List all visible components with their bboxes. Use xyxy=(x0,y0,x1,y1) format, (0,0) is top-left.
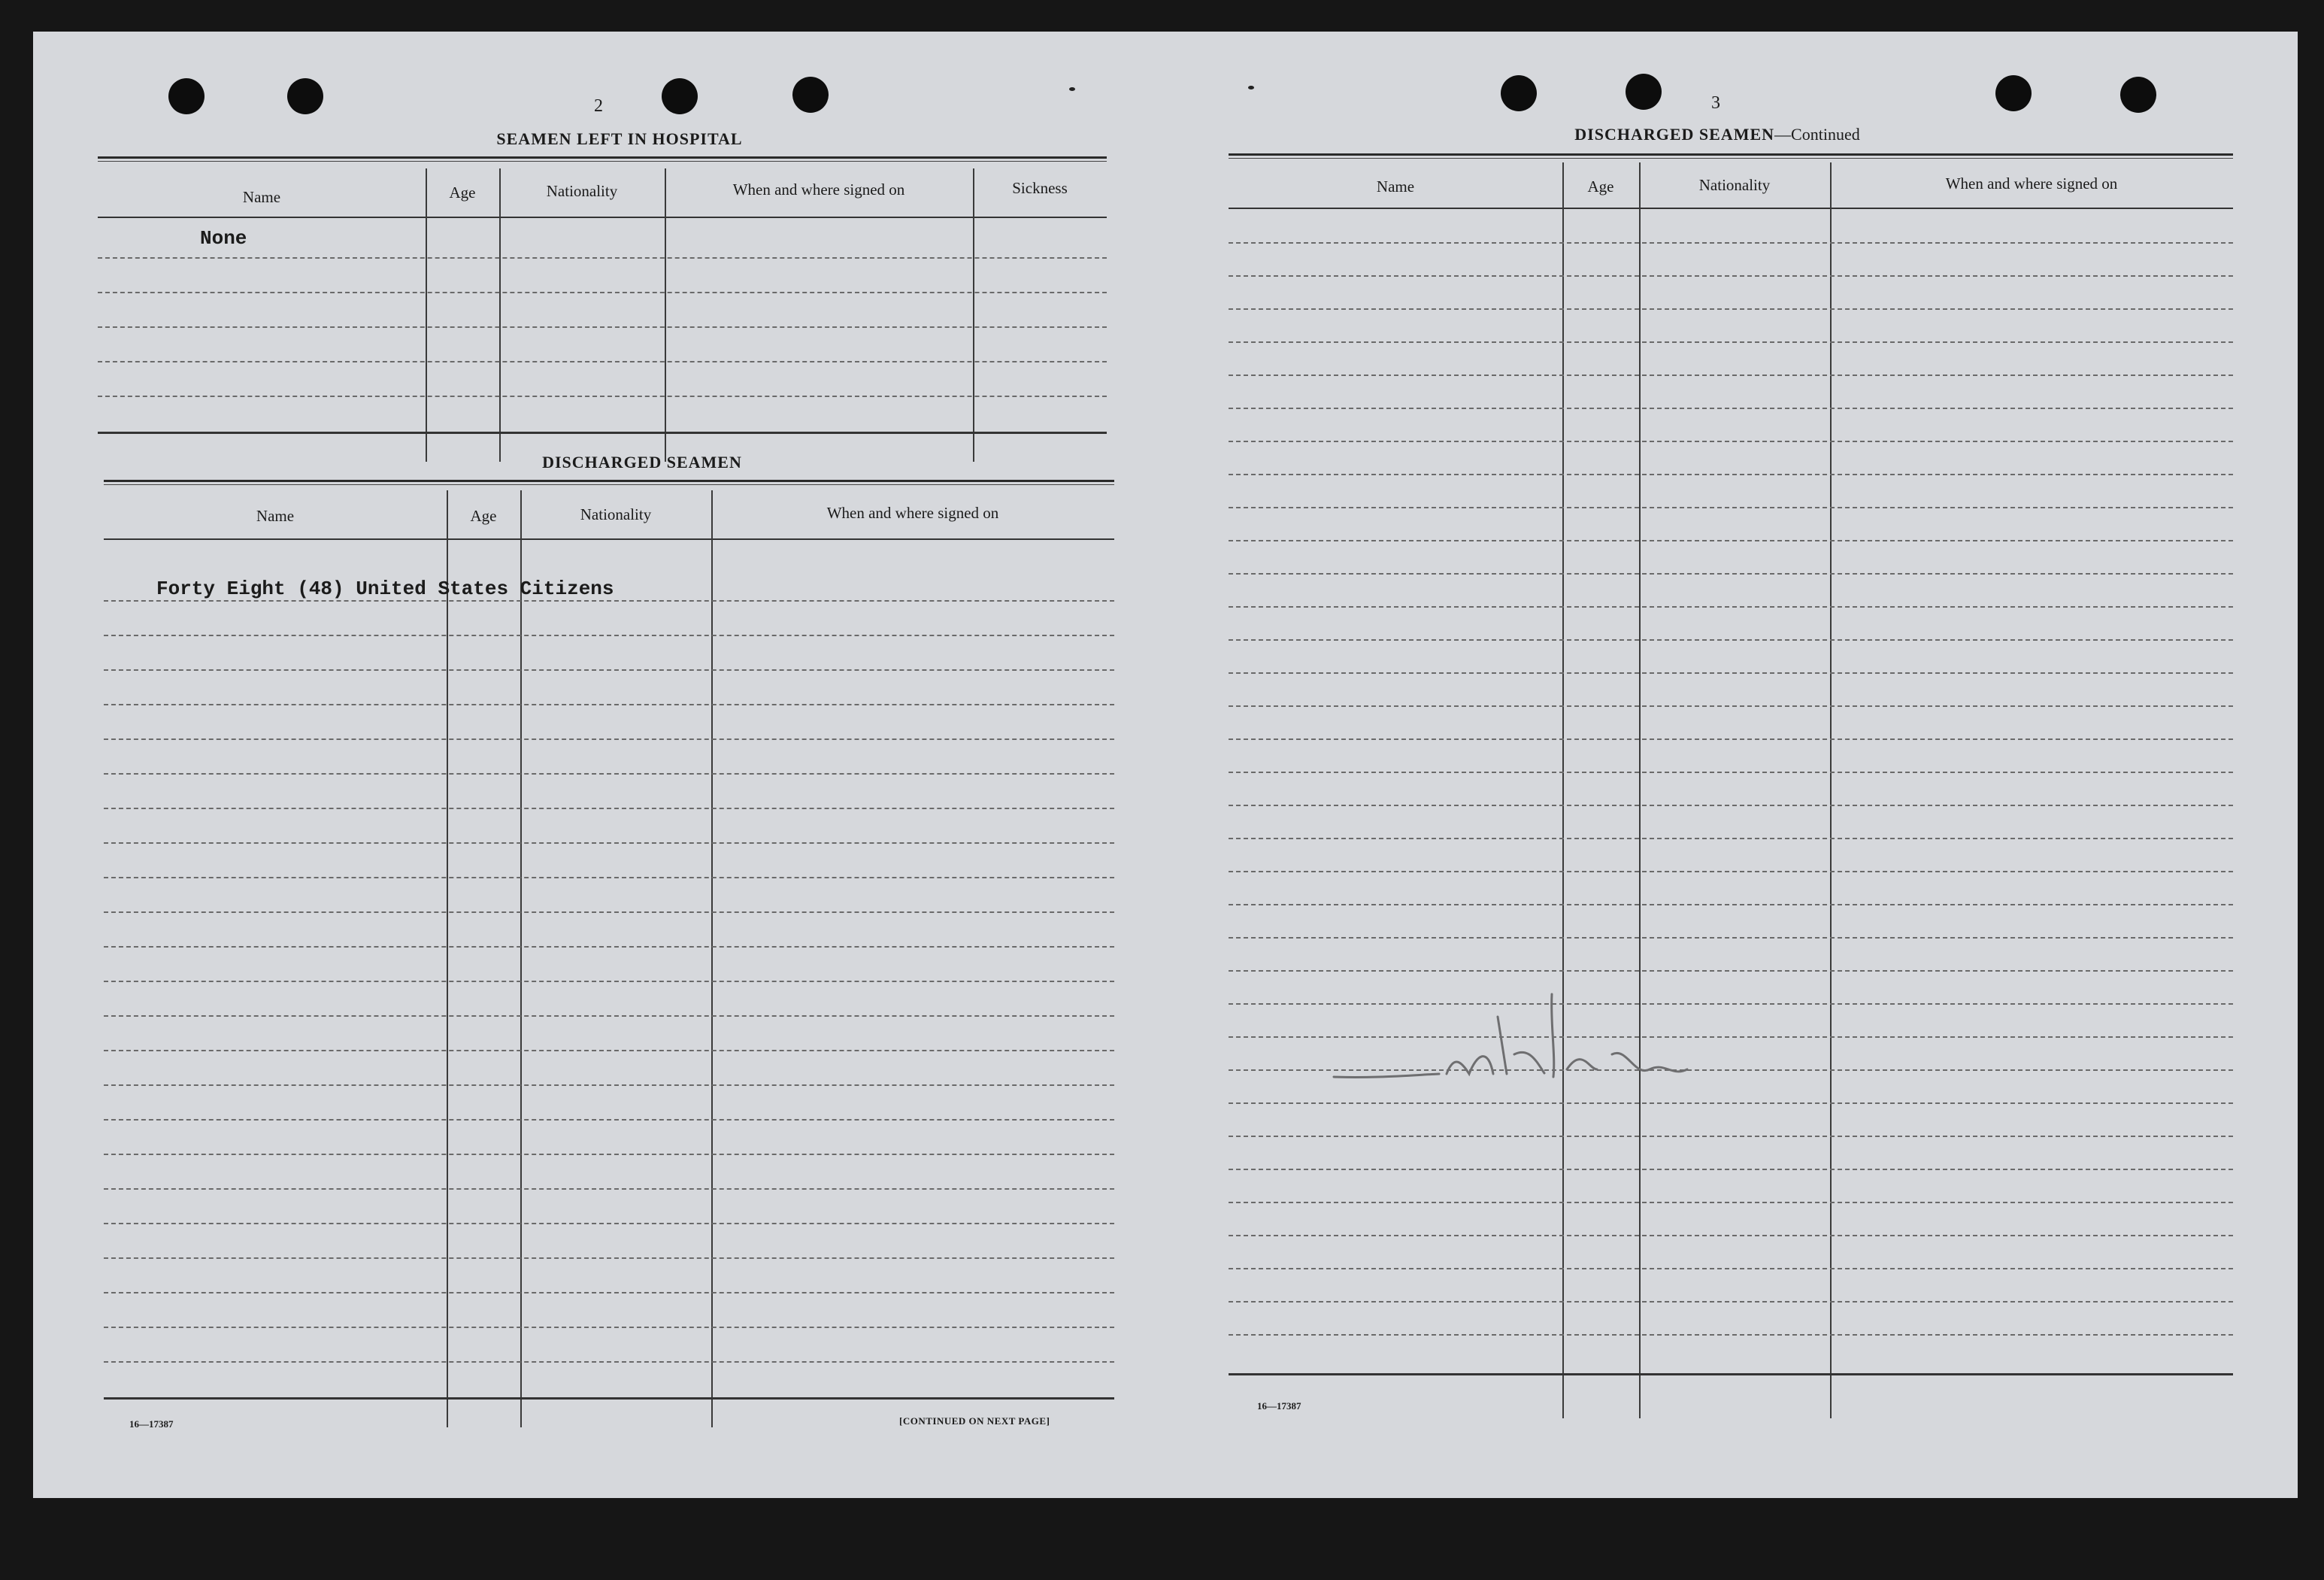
col-head-nationality: Nationality xyxy=(1698,176,1771,194)
col-head-nationality: Nationality xyxy=(580,505,652,523)
form-number-right: 16—17387 xyxy=(1257,1400,1301,1412)
document-sheet xyxy=(33,32,2298,1498)
punch-hole xyxy=(1626,74,1662,110)
discharged-table-left xyxy=(104,490,1114,1427)
speck xyxy=(1248,86,1254,89)
punch-hole xyxy=(168,78,205,114)
col-head-when-where: When and where signed on xyxy=(826,504,999,522)
hospital-entry: None xyxy=(200,227,247,250)
col-head-when-where: When and where signed on xyxy=(1945,174,2118,193)
discharged-entry: Forty Eight (48) United States Citizens xyxy=(156,578,614,600)
title-rule xyxy=(104,480,1114,485)
signature-scribble xyxy=(1326,964,1717,1092)
punch-hole xyxy=(287,78,323,114)
punch-hole xyxy=(1995,75,2032,111)
col-head-name: Name xyxy=(256,507,295,525)
col-head-name: Name xyxy=(1376,177,1415,196)
discharged-continued-title xyxy=(1507,125,1928,144)
page-number-left: 2 xyxy=(594,96,603,116)
hospital-table xyxy=(98,168,1107,462)
title-rule xyxy=(98,156,1107,162)
col-head-when-where: When and where signed on xyxy=(732,180,905,199)
col-head-age: Age xyxy=(470,507,497,525)
hospital-section-title: SEAMEN LEFT IN HOSPITAL xyxy=(496,129,743,148)
col-head-age: Age xyxy=(449,183,476,202)
discharged-table-right xyxy=(1229,162,2233,1418)
punch-hole xyxy=(662,78,698,114)
col-head-sickness: Sickness xyxy=(1012,179,1068,197)
discharged-section-title: DISCHARGED SEAMEN xyxy=(542,453,742,472)
col-head-name: Name xyxy=(242,188,281,206)
form-number-left: 16—17387 xyxy=(129,1418,174,1430)
section-title-suffix: —Continued xyxy=(1774,125,1860,144)
punch-hole xyxy=(792,77,829,113)
page-number-right: 3 xyxy=(1711,93,1720,113)
section-title-main: DISCHARGED SEAMEN xyxy=(1574,125,1775,144)
col-head-nationality: Nationality xyxy=(546,182,618,200)
punch-hole xyxy=(2120,77,2156,113)
continued-note: [CONTINUED ON NEXT PAGE] xyxy=(899,1415,1050,1427)
speck xyxy=(1069,87,1075,91)
punch-hole xyxy=(1501,75,1537,111)
col-head-age: Age xyxy=(1587,177,1614,196)
title-rule xyxy=(1229,153,2233,159)
